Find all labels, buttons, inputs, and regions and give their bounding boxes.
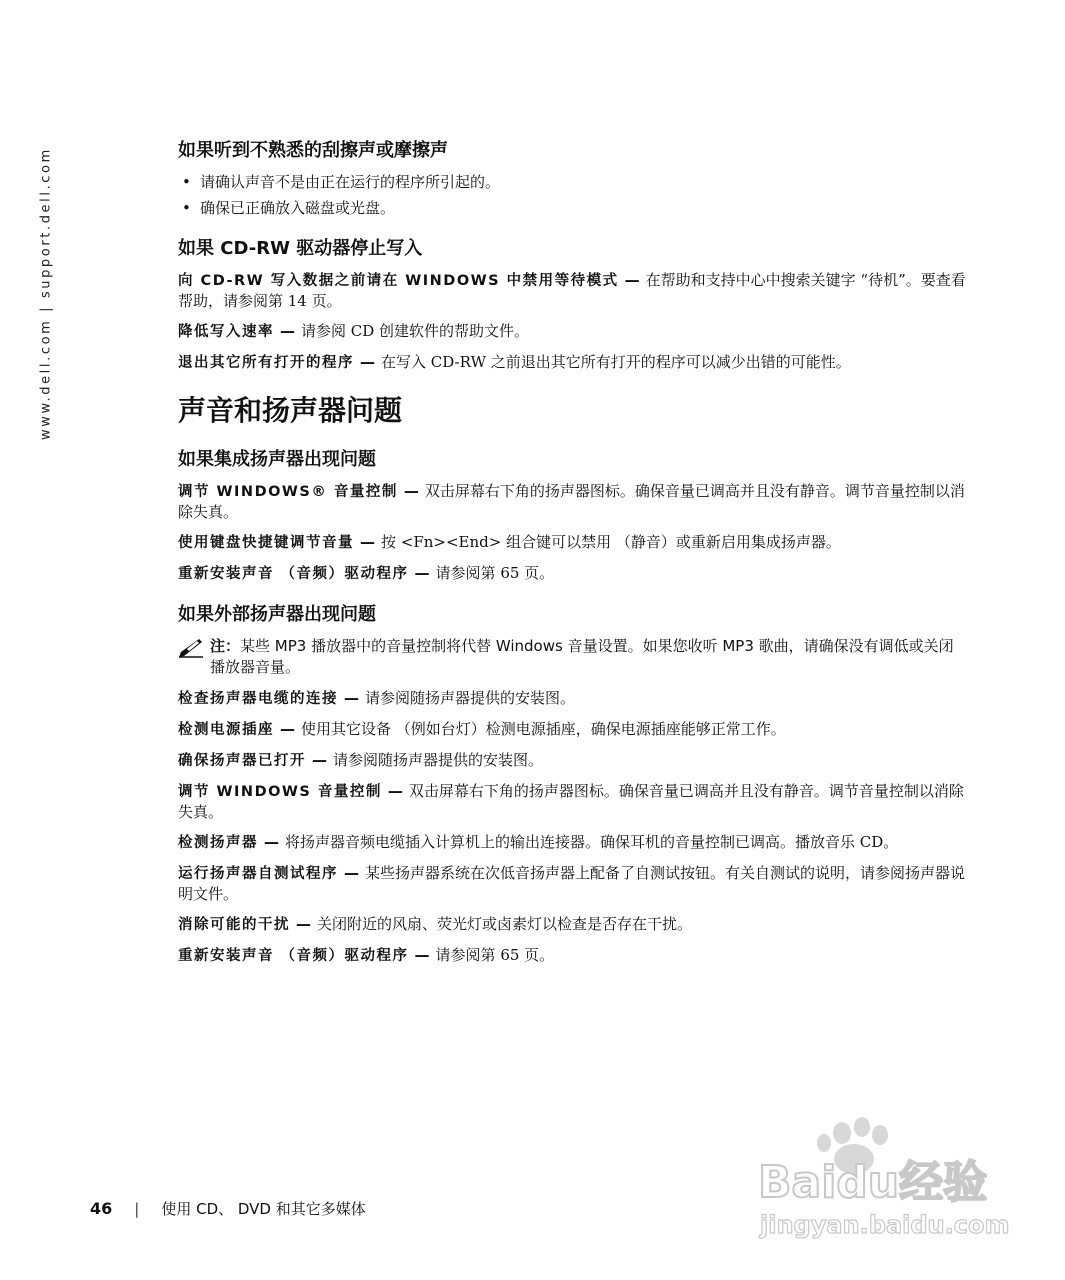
bullet-dot-icon: • [182, 173, 191, 191]
item-term: 确保扬声器已打开 [178, 753, 306, 769]
page-content [178, 138, 968, 984]
troubleshoot-item: 调节 WINDOWS 音量控制 — 双击屏幕右下角的扬声器图标。确保音量已调高并且没有静音。调节音量控制以消除失真。 [178, 782, 964, 821]
section-external [178, 602, 968, 966]
troubleshoot-item: 检测电源插座 — 使用其它设备 （例如台灯）检测电源插座，确保电源插座能够正常工作。 [178, 720, 786, 738]
item-text: 请参阅随扬声器提供的安装图。 [333, 751, 544, 769]
troubleshoot-item: 重新安装声音 （音频）驱动程序 — 请参阅第 65 页。 [178, 564, 555, 582]
page-number: 46 [90, 1199, 113, 1218]
list-item: • 确保已正确放入磁盘或光盘。 [182, 199, 396, 217]
section-heading-cdrw: 如果 CD-RW 驱动器停止写入 [178, 238, 423, 259]
item-term: 重新安装声音 （音频）驱动程序 [178, 566, 409, 582]
section-heading-scratch: 如果听到不熟悉的刮擦声或摩擦声 [178, 140, 448, 161]
item-text: 按 <Fn><End> 组合键可以禁用 （静音）或重新启用集成扬声器。 [381, 533, 841, 551]
troubleshoot-item: 检查扬声器电缆的连接 — 请参阅随扬声器提供的安装图。 [178, 689, 576, 707]
item-term: 使用键盘快捷键调节音量 [178, 535, 354, 551]
section-cdrw [178, 236, 968, 373]
item-text: 双击屏幕右下角的扬声器图标。确保音量已调高并且没有静音。调节音量控制以消除失真。 [178, 482, 965, 521]
page-footer [90, 1198, 366, 1219]
note-label: 注： [210, 637, 241, 655]
section-heading-integrated: 如果集成扬声器出现问题 [178, 449, 376, 470]
section-heading-external: 如果外部扬声器出现问题 [178, 604, 376, 625]
item-text: 请参阅随扬声器提供的安装图。 [365, 689, 576, 707]
troubleshoot-item: 降低写入速率 — 请参阅 CD 创建软件的帮助文件。 [178, 322, 530, 340]
section-scratch [178, 138, 968, 218]
side-url-text: www.dell.com | support.dell.com [38, 147, 54, 440]
item-text: 在写入 CD-RW 之前退出其它所有打开的程序可以减少出错的可能性。 [381, 353, 851, 371]
item-term: 消除可能的干扰 [178, 917, 290, 933]
bullet-dot-icon: • [182, 199, 191, 217]
troubleshoot-item: 确保扬声器已打开 — 请参阅随扬声器提供的安装图。 [178, 751, 544, 769]
item-text: 请参阅第 65 页。 [435, 946, 555, 964]
note-text: 某些 MP3 播放器中的音量控制将代替 Windows 音量设置。如果您收听 MP3 歌曲，请确保没有调低或关闭播放器音量。 [210, 637, 954, 676]
footer-separator: | [134, 1199, 140, 1218]
troubleshoot-item: 向 CD-RW 写入数据之前请在 WINDOWS 中禁用等待模式 — 在帮助和支持中心中搜索关键字 “待机”。要查看帮助，请参阅第 14 页。 [178, 271, 966, 310]
chapter-title: 使用 CD、 DVD 和其它多媒体 [161, 1200, 366, 1218]
item-term: 重新安装声音 （音频）驱动程序 [178, 948, 409, 964]
watermark-url: jingyan.baidu.com [760, 1211, 1010, 1239]
troubleshoot-item: 检测扬声器 — 将扬声器音频电缆插入计算机上的输出连接器。确保耳机的音量控制已调高。播放音乐 CD。 [178, 833, 899, 851]
item-term: 调节 WINDOWS® 音量控制 [178, 484, 398, 500]
item-text: 某些扬声器系统在次低音扬声器上配备了自测试按钮。有关自测试的说明，请参阅扬声器说明文件。 [178, 864, 966, 903]
item-term: 向 CD-RW 写入数据之前请在 WINDOWS 中禁用等待模式 [178, 273, 619, 289]
item-term: 检测电源插座 [178, 722, 274, 738]
troubleshoot-item: 消除可能的干扰 — 关闭附近的风扇、荧光灯或卤素灯以检查是否存在干扰。 [178, 915, 693, 933]
troubleshoot-item: 重新安装声音 （音频）驱动程序 — 请参阅第 65 页。 [178, 946, 555, 964]
item-term: 运行扬声器自测试程序 [178, 866, 338, 882]
item-term: 检测扬声器 [178, 835, 258, 851]
list-item: • 请确认声音不是由正在运行的程序所引起的。 [182, 173, 501, 191]
troubleshoot-item: 运行扬声器自测试程序 — 某些扬声器系统在次低音扬声器上配备了自测试按钮。有关自测试的说明，请参阅扬声器说明文件。 [178, 864, 966, 903]
item-text: 在帮助和支持中心中搜索关键字 “待机”。要查看帮助，请参阅第 14 页。 [178, 271, 966, 310]
item-text: 请参阅第 65 页。 [435, 564, 555, 582]
item-term: 退出其它所有打开的程序 [178, 355, 354, 371]
section-integrated [178, 447, 968, 584]
item-term: 检查扬声器电缆的连接 [178, 691, 338, 707]
item-text: 将扬声器音频电缆插入计算机上的输出连接器。确保耳机的音量控制已调高。播放音乐 CD。 [285, 833, 899, 851]
bullet-list [178, 172, 968, 218]
item-term: 降低写入速率 [178, 324, 274, 340]
note-box [178, 636, 968, 678]
item-text: 关闭附近的风扇、荧光灯或卤素灯以检查是否存在干扰。 [317, 915, 693, 933]
baidu-watermark [750, 1115, 1010, 1245]
item-text: 请参阅 CD 创建软件的帮助文件。 [301, 322, 530, 340]
troubleshoot-item: 退出其它所有打开的程序 — 在写入 CD-RW 之前退出其它所有打开的程序可以减少出错的可能性。 [178, 353, 851, 371]
main-heading: 声音和扬声器问题 [178, 394, 403, 427]
watermark-logo: Baidu经验 [758, 1157, 988, 1208]
item-text: 双击屏幕右下角的扬声器图标。确保音量已调高并且没有静音。调节音量控制以消除失真。 [178, 782, 964, 821]
item-term: 调节 WINDOWS 音量控制 [178, 784, 382, 800]
troubleshoot-item: 调节 WINDOWS® 音量控制 — 双击屏幕右下角的扬声器图标。确保音量已调高并且没有静音。调节音量控制以消除失真。 [178, 482, 965, 521]
item-text: 使用其它设备 （例如台灯）检测电源插座，确保电源插座能够正常工作。 [301, 720, 786, 738]
pencil-note-icon [178, 636, 210, 664]
troubleshoot-item: 使用键盘快捷键调节音量 — 按 <Fn><End> 组合键可以禁用 （静音）或重新启用集成扬声器。 [178, 533, 841, 551]
